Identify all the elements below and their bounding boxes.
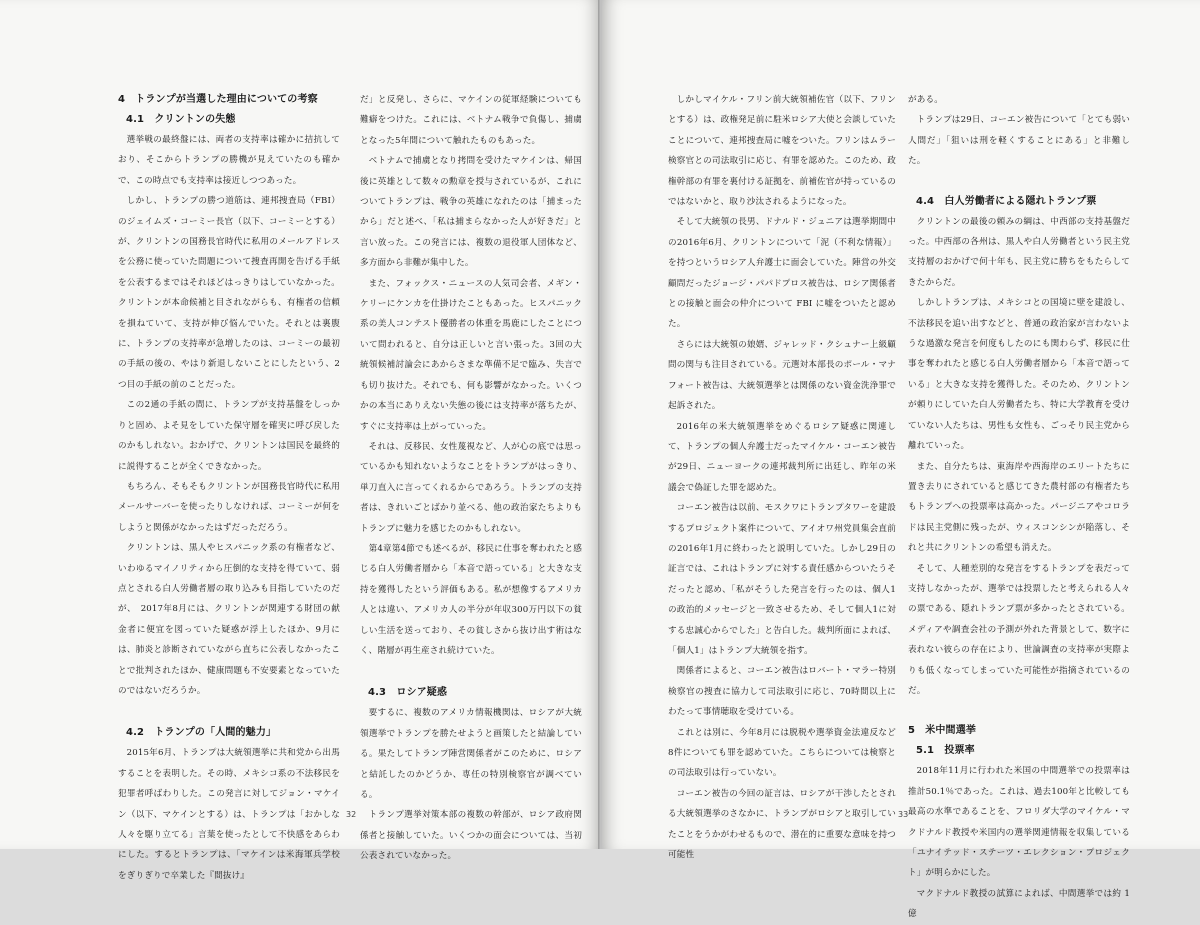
paragraph: それは、反移民、女性蔑視など、人が心の底では思っているかも知れないようなことをトランプがはっきり、単刀直入に言ってくれるからであろう。トランプの支持者は、きれいごとばかり並べる、他の政治家たちよりもトランプに魅力を感じたのかもしれない。 [360, 441, 582, 534]
subsection-heading-5-1: 5.1 投票率 [916, 745, 975, 757]
right-column-2 [908, 90, 1130, 925]
section-heading-4: 4 トランプが当選した理由についての考察 [118, 94, 318, 105]
page-number: 32 [346, 810, 357, 819]
paragraph: 2018年11月に行われた米国の中間選挙での投票率は推計50.1％であった。これは、過去100年と比較しても最高の水準であることを、フロリダ大学のマイケル・マクドナルド教授や米国内の選挙関連情報を収集している「ユナイテッド・ステーツ・エレクション・プロジェクト」が明らかにした。 [908, 766, 1130, 879]
subsection-heading-4-1: 4.1 クリントンの失態 [126, 114, 236, 125]
paragraph: また、フォックス・ニュースの人気司会者、メギン・ケリーにケンカを仕掛けたこともあった。ヒスパニック系の美人コンテスト優勝者の体重を馬鹿にしたことについて問われると、自分は正しいと言い張った。3回の大統領候補討論会にあからさまな準備不足で臨み、失言でも切り抜けた。それでも、何も影響がなかった。いくつかの本当にありえない失態の後には支持率が落ちたが、すぐに支持率は上がっていった。 [360, 278, 582, 432]
paragraph: これとは別に、今年8月には脱税や選挙資金法違反など8件についても罪を認めていた。こちらについては検察との司法取引は行っていない。 [668, 727, 896, 779]
paragraph: この2通の手紙の間に、トランプが支持基盤をしっかりと固め、よそ見をしていた保守層を確実に呼び戻したのかもしれない。おかげで、クリントンは国民を最終的に説得することが全くできなかった。 [118, 400, 340, 472]
paragraph: コーエン被告は以前、モスクワにトランプタワーを建設するプロジェクト案件について、アイオワ州党員集会直前の2016年1月に終わったと説明していた。しかし29日の証言では、これはトランプに対する責任感からついたうそだったと認め、「私がそうした発言を行ったのは、個人1の政治的メッセージと一致させるため、そして個人1に対する忠誠心からでした」と告白した。裁判所面によれば、「個人1」はトランプ大統領を指す。 [668, 503, 896, 656]
subsection-heading-4-3: 4.3 ロシア疑惑 [368, 687, 448, 699]
paragraph: 要するに、複数のアメリカ情報機関は、ロシアが大統領選挙でトランプを勝たせようと画策したと結論している。果たしてトランプ陣営関係者がこのために、ロシアと結託したのかどうか、専任の特別検察官が調べている。 [360, 708, 582, 800]
paragraph: 2016年の米大統領選挙をめぐるロシア疑惑に関連して、トランプの個人弁護士だったマイケル・コーエン被告が29日、ニューヨークの連邦裁判所に出廷し、昨年の米議会で偽証した罪を認めた。 [668, 421, 896, 493]
paragraph: ベトナムで捕虜となり拷問を受けたマケインは、帰国後に英雄として数々の勲章を授与されているが、これについてトランプは、戦争の英雄になれたのは「捕まったから」だと述べ、「私は捕まらなかった人が好きだ」と言い放った。この発言には、複数の退役軍人団体など、多方面から非難が集中した。 [360, 156, 582, 269]
subsection-heading-4-4: 4.4 白人労働者による隠れトランプ票 [916, 195, 1097, 207]
paragraph: コーエン被告の今回の証言は、ロシアが干渉したとされる大統領選挙のさなかに、トランプがロシアと取引していたことをうかがわせるもので、潜在的に重要な意味を持つ可能性 [668, 788, 896, 861]
left-column-2 [360, 90, 582, 867]
right-page [602, 0, 1200, 920]
paragraph: また、自分たちは、東海岸や西海岸のエリートたちに置き去りにされていると感じてきた農村部の有権者たちもトランプへの投票率は高かった。パージニアやコロラドは民主党側に残ったが、ウィスコンシンが陥落し、それと共にクリントンの希望も消えた。 [908, 461, 1130, 554]
paragraph: しかしマイケル・フリン前大統領補佐官（以下、フリンとする）は、政権発足前に駐米ロシア大使と会談していたことについて、連邦捜査局に嘘をついた。フリンはムラー検察官との司法取引に応じ、有罪を認めた。このため、政権幹部の有罪を裏付ける証拠を、前補佐官が持っているのではないかと、取り沙汰されるようになった。 [668, 95, 896, 208]
subsection-heading-4-2: 4.2 トランプの「人間的魅力」 [126, 727, 277, 739]
paragraph: トランプ選挙対策本部の複数の幹部が、ロシア政府関係者と接触していた。いくつかの面会については、当初公表されていなかった。 [360, 810, 582, 862]
left-page [0, 0, 600, 881]
paragraph: もちろん、そもそもクリントンが国務長官時代に私用メールサーバーを使ったりしなければ、コーミーが何をしようと関係がなかったはずだっただろう。 [118, 481, 340, 533]
paragraph: 関係者によると、コーエン被告はロバート・マラー特別検察官の捜査に協力して司法取引に応じ、70時間以上にわたって事情聴取を受けている。 [668, 666, 896, 718]
paragraph: そして、人種差別的な発言をするトランプを表だって支持しなかったが、選挙では投票したと考えられる人々の票である、隠れトランプ票が多かったとされている。メディアや調査会社の予測が外れた背景として、数字に表れない彼らの存在により、世論調査の支持率が実際よりも低くなってしまっていた可能性が指摘されているのだ。 [908, 563, 1130, 696]
paragraph: トランプは29日、コーエン被告について「とても弱い人間だ」「狙いは刑を軽くすることにある」と非難した。 [908, 115, 1130, 167]
section-heading-5: 5 米中間選挙 [908, 725, 977, 737]
left-column-1 [118, 90, 340, 886]
paragraph: 選挙戦の最終盤には、両者の支持率は確かに拮抗しており、そこからトランプの勝機が見えていたのも確かで、この時点でも支持率は接近しつつあった。 [118, 135, 340, 186]
paragraph: そして大統領の長男、ドナルド・ジュニアは選挙期間中の2016年6月、クリントンについて「泥（不利な情報）」を持つというロシア人弁護士に面会していた。陣営の外交顧問だったジョージ・パパドプロス被告は、ロシア関係者との接触と面会の仲介について FBI に嘘をついたと認めた。 [668, 217, 896, 330]
paragraph: がある。 [908, 95, 943, 105]
paragraph: 第4章第4節でも述べるが、移民に仕事を奪われたと感じる白人労働者層から「本音で語っている」と大きな支持を獲得したという評価もある。私が想像するアメリカ人とは違い、アメリカ人の半分が年収300万円以下の貧しい生活を送っており、その貧しさから抜け出す術はなく、階層が再生産され続けていた。 [360, 543, 582, 656]
paragraph: しかし、トランプの勝つ道筋は、連邦捜査局（FBI）のジェイムズ・コーミー長官（以下、コーミーとする）が、クリントンの国務長官時代に私用のメールアドレスを公務に使っていた問題について捜査再開を告げる手紙を公表するまではそれほどはっきりはしていなかった。クリントンが本命候補と目されながらも、有権者の信頼を損ねていて、支持が伸び悩んでいた。それとは裏腹に、トランプの支持率が急増したのは、コーミーの最初の手紙の後の、やはり新退しないことにしたという、2つ目の手紙の前のことだった。 [118, 196, 340, 390]
page-number: 33 [898, 810, 909, 819]
paragraph: さらには大統領の娘婿、ジャレッド・クシュナー上級顧問の関与も注目されている。元選対本部長のポール・マナフォート被告は、大統領選挙とは関係のない資金洗浄罪で起訴された。 [668, 339, 896, 412]
paragraph: クリントンの最後の頼みの綱は、中西部の支持基盤だった。中西部の各州は、黒人や白人労働者という民主党支持層のおかげで何十年も、民主党に勝ちをもたらしてきたからだ。 [908, 216, 1130, 288]
paragraph: 2015年6月、トランプは大統領選挙に共和党から出馬することを表明した。その時、メキシコ系の不法移民を犯罪者呼ばわりした。この発言に対してジョン・マケイン（以下、マケインとする）は、トランプは「おかしな人々を駆り立てる」言葉を使ったとして不快感をあらわにした。するとトランプは、「マケインは米海軍兵学校をぎりぎりで卒業した『間抜け』 [118, 748, 340, 881]
paragraph: しかしトランプは、メキシコとの国境に壁を建設し、不法移民を追い出すなどと、普通の政治家が言わないような過激な発言を何度もしたのにも関わらず、移民に仕事を奪われたと感じる白人労働者層から「本音で語っている」と大きな支持を獲得した。そのため、クリントンが頼りにしていた白人労働者たち、特に大学教育を受けていない人たちは、男性も女性も、ごっそり民主党から離れていった。 [908, 298, 1130, 452]
paragraph: クリントンは、黒人やヒスパニック系の有権者など、いわゆるマイノリティから圧倒的な支持を得ていて、弱点とされる白人労働者層の取り込みも目指していたのだが、 2017年8月には、クリントンが関連する財団の献金者に便宜を図っていた疑惑が浮上したほか、9月には、肺炎と診断されていながら直ちに公表しなかったことで批判されたほか、健康問題も不安要素となっていたのではないだろうか。 [118, 543, 340, 696]
right-column-1 [668, 90, 896, 865]
paragraph: だ」と反発し、さらに、マケインの従軍経験についても難癖をつけた。これには、ベトナム戦争で負傷し、捕虜となった5年間について触れたものもあった。 [360, 95, 582, 146]
paragraph: マクドナルド教授の試算によれば、中間選挙では約 1 億 [908, 888, 1130, 920]
